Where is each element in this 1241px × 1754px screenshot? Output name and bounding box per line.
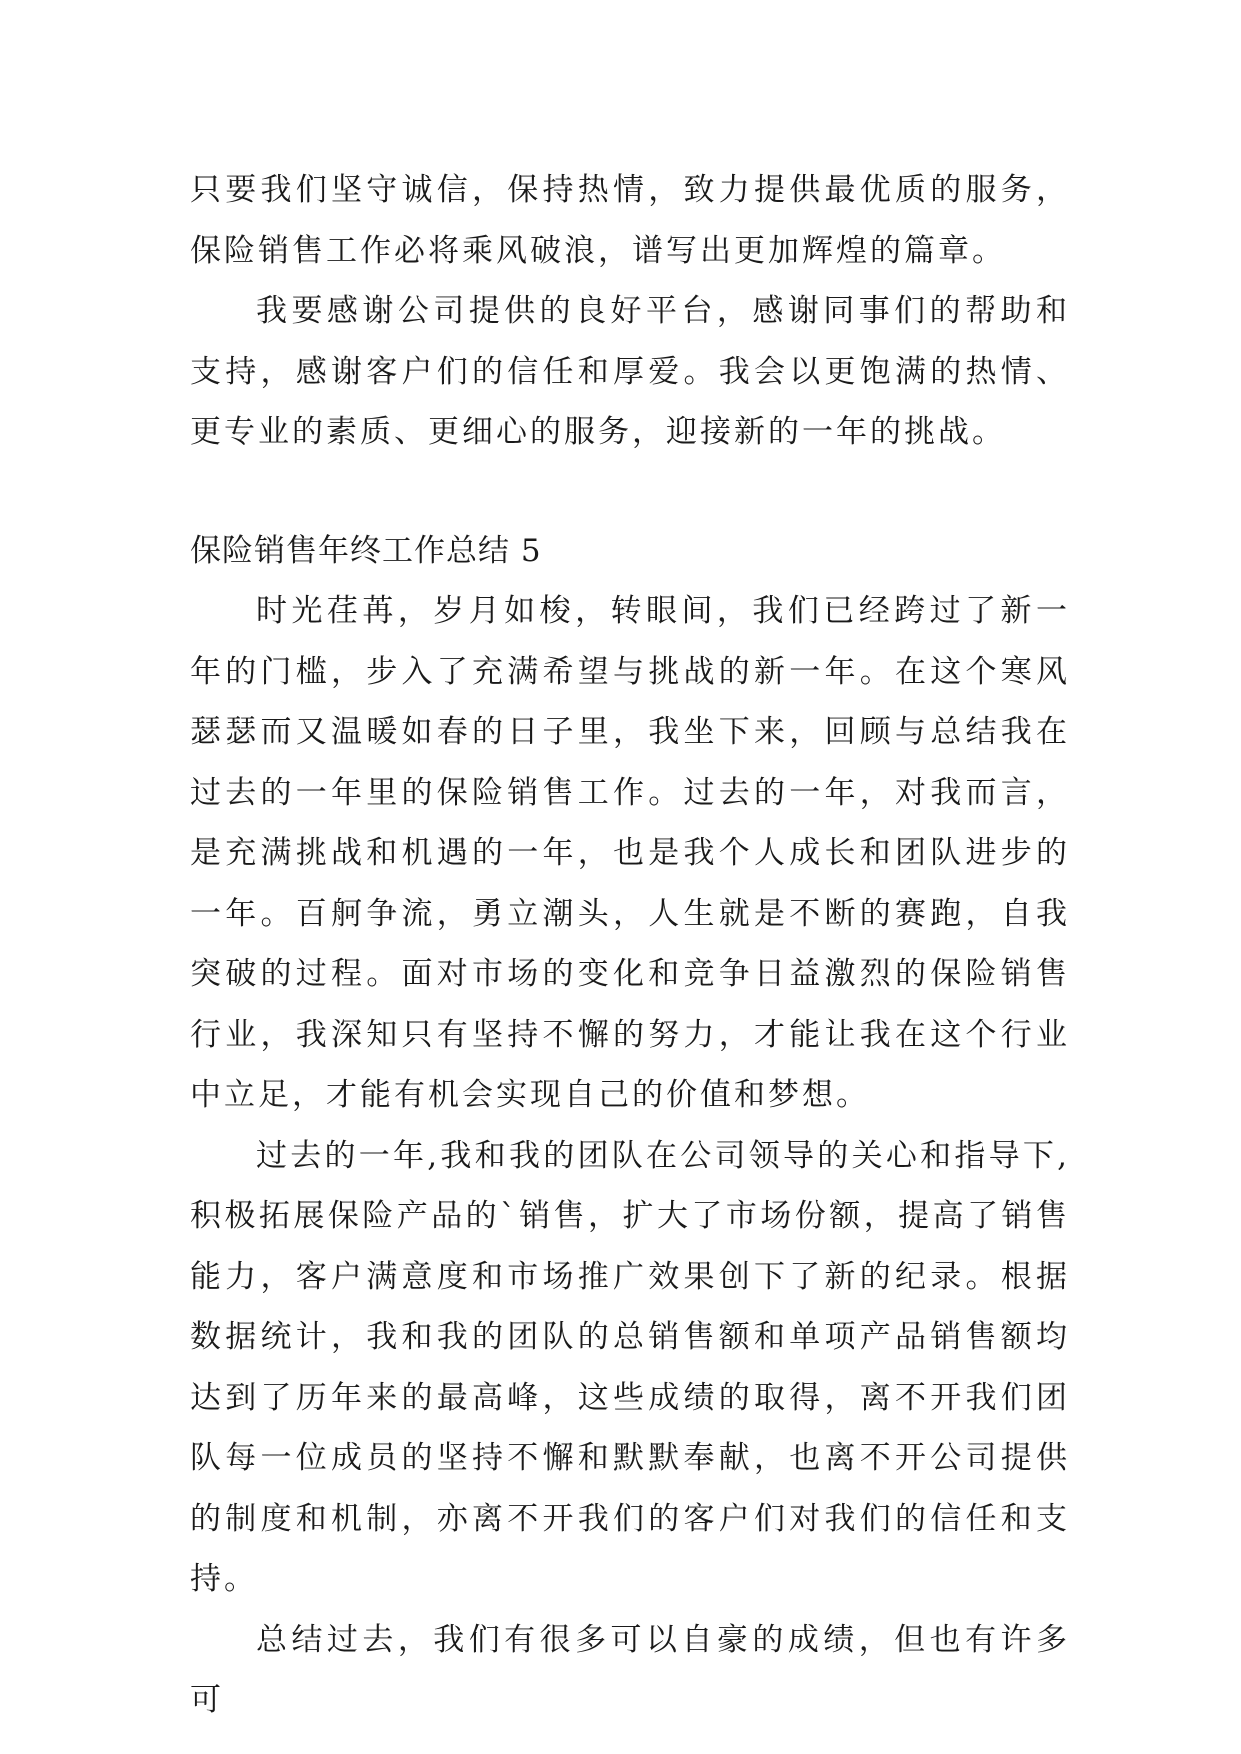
paragraph-achievements: 过去的一年,我和我的团队在公司领导的关心和指导下,积极拓展保险产品的`销售，扩大了市场份额，提高了销售能力，客户满意度和市场推广效果创下了新的纪录。根据数据统计，我和我的团队的总销售额和单项产品销售额均达到了历年来的最高峰，这些成绩的取得，离不开我们团队每一位成员的坚持不懈和默默奉献，也离不开公司提供的制度和机制，亦离不开我们的客户们对我们的信任和支持。	[190, 1137, 1070, 1597]
document-body	[190, 160, 1070, 1731]
paragraph-intro: 时光荏苒，岁月如梭，转眼间，我们已经跨过了新一年的门槛，步入了充满希望与挑战的新一年。在这个寒风瑟瑟而又温暖如春的日子里，我坐下来，回顾与总结我在过去的一年里的保险销售工作。过去的一年，对我而言，是充满挑战和机遇的一年，也是我个人成长和团队进步的一年。百舸争流，勇立潮头，人生就是不断的赛跑，自我突破的过程。面对市场的变化和竞争日益激烈的保险销售行业，我深知只有坚持不懈的努力，才能让我在这个行业中立足，才能有机会实现自己的价值和梦想。	[190, 593, 1070, 1113]
paragraph-continuation: 只要我们坚守诚信，保持热情，致力提供最优质的服务，保险销售工作必将乘风破浪，谱写出更加辉煌的篇章。	[190, 172, 1070, 269]
paragraph-thanks: 我要感谢公司提供的良好平台，感谢同事们的帮助和支持，感谢客户们的信任和厚爱。我会以更饱满的热情、更专业的素质、更细心的服务，迎接新的一年的挑战。	[190, 293, 1070, 450]
section-title: 保险销售年终工作总结 5	[190, 532, 542, 569]
paragraph-summary: 总结过去，我们有很多可以自豪的成绩，但也有许多可	[190, 1621, 1070, 1718]
